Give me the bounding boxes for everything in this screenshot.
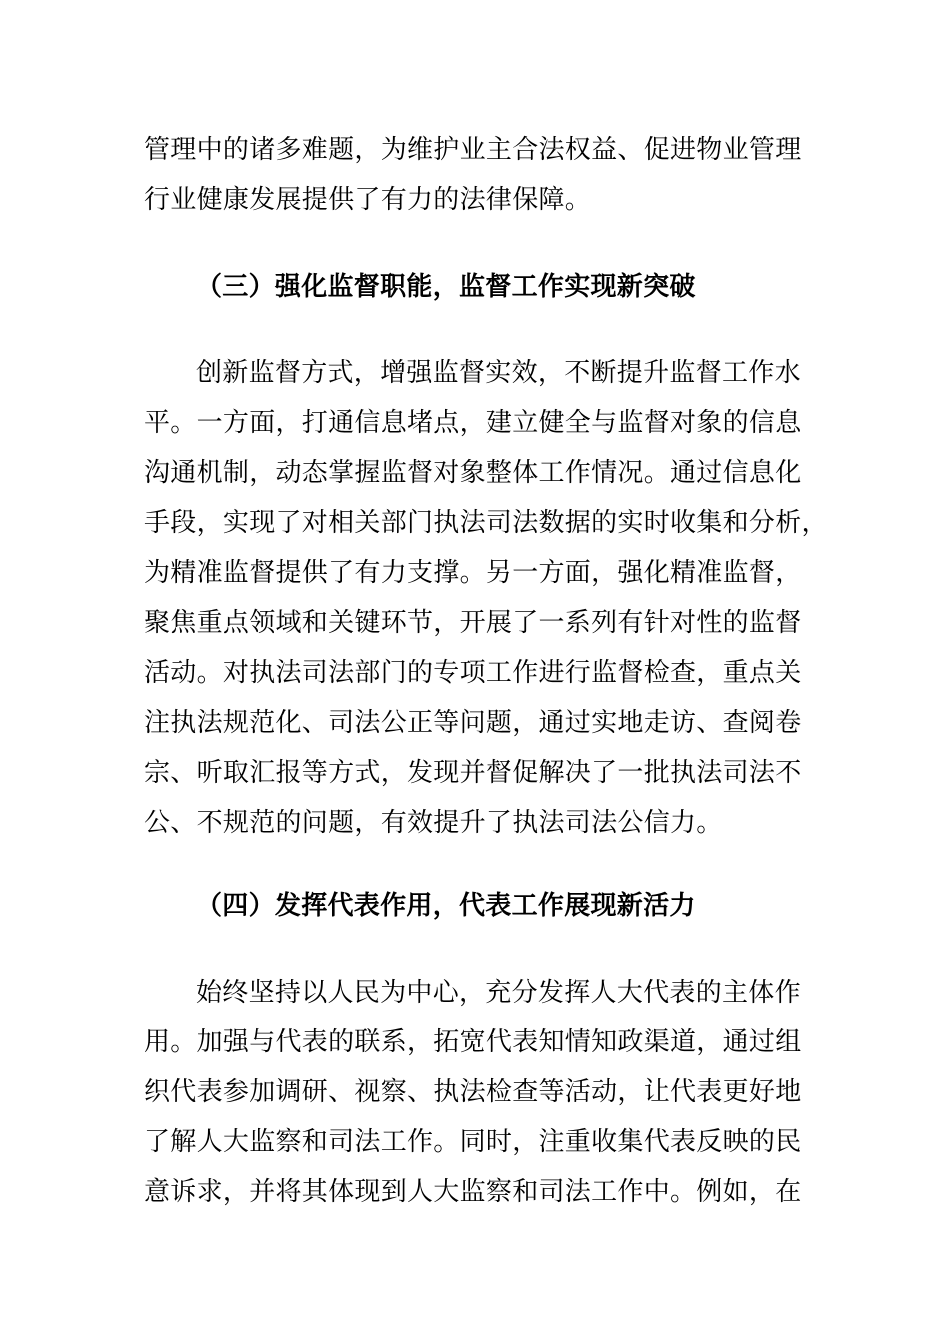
paragraph-line: 活动。对执法司法部门的专项工作进行监督检查，重点关 xyxy=(144,658,802,688)
paragraph-line: 手段，实现了对相关部门执法司法数据的实时收集和分析， xyxy=(144,508,828,538)
paragraph-line: 为精准监督提供了有力支撑。另一方面，强化精准监督， xyxy=(144,558,802,588)
paragraph-line: 注执法规范化、司法公正等问题，通过实地走访、查阅卷 xyxy=(144,708,802,738)
section-heading-3: （三）强化监督职能，监督工作实现新突破 xyxy=(196,272,696,302)
section-heading-4: （四）发挥代表作用，代表工作展现新活力 xyxy=(196,891,696,921)
paragraph-line: 公、不规范的问题，有效提升了执法司法公信力。 xyxy=(144,808,723,838)
paragraph-line: 用。加强与代表的联系，拓宽代表知情知政渠道，通过组 xyxy=(144,1027,802,1057)
paragraph-line: 了解人大监察和司法工作。同时，注重收集代表反映的民 xyxy=(144,1127,802,1157)
paragraph-line: 平。一方面，打通信息堵点，建立健全与监督对象的信息 xyxy=(144,408,802,438)
paragraph-line: 意诉求，并将其体现到人大监察和司法工作中。例如，在 xyxy=(144,1177,802,1207)
paragraph-line: 行业健康发展提供了有力的法律保障。 xyxy=(144,185,592,215)
paragraph-line: 宗、听取汇报等方式，发现并督促解决了一批执法司法不 xyxy=(144,758,802,788)
paragraph-line: 创新监督方式，增强监督实效，不断提升监督工作水 xyxy=(196,358,801,388)
paragraph-line: 始终坚持以人民为中心，充分发挥人大代表的主体作 xyxy=(196,978,801,1008)
paragraph-line: 织代表参加调研、视察、执法检查等活动，让代表更好地 xyxy=(144,1077,802,1107)
paragraph-line: 聚焦重点领域和关键环节，开展了一系列有针对性的监督 xyxy=(144,608,802,638)
paragraph-line: 管理中的诸多难题，为维护业主合法权益、促进物业管理 xyxy=(144,135,802,165)
paragraph-line: 沟通机制，动态掌握监督对象整体工作情况。通过信息化 xyxy=(144,458,802,488)
